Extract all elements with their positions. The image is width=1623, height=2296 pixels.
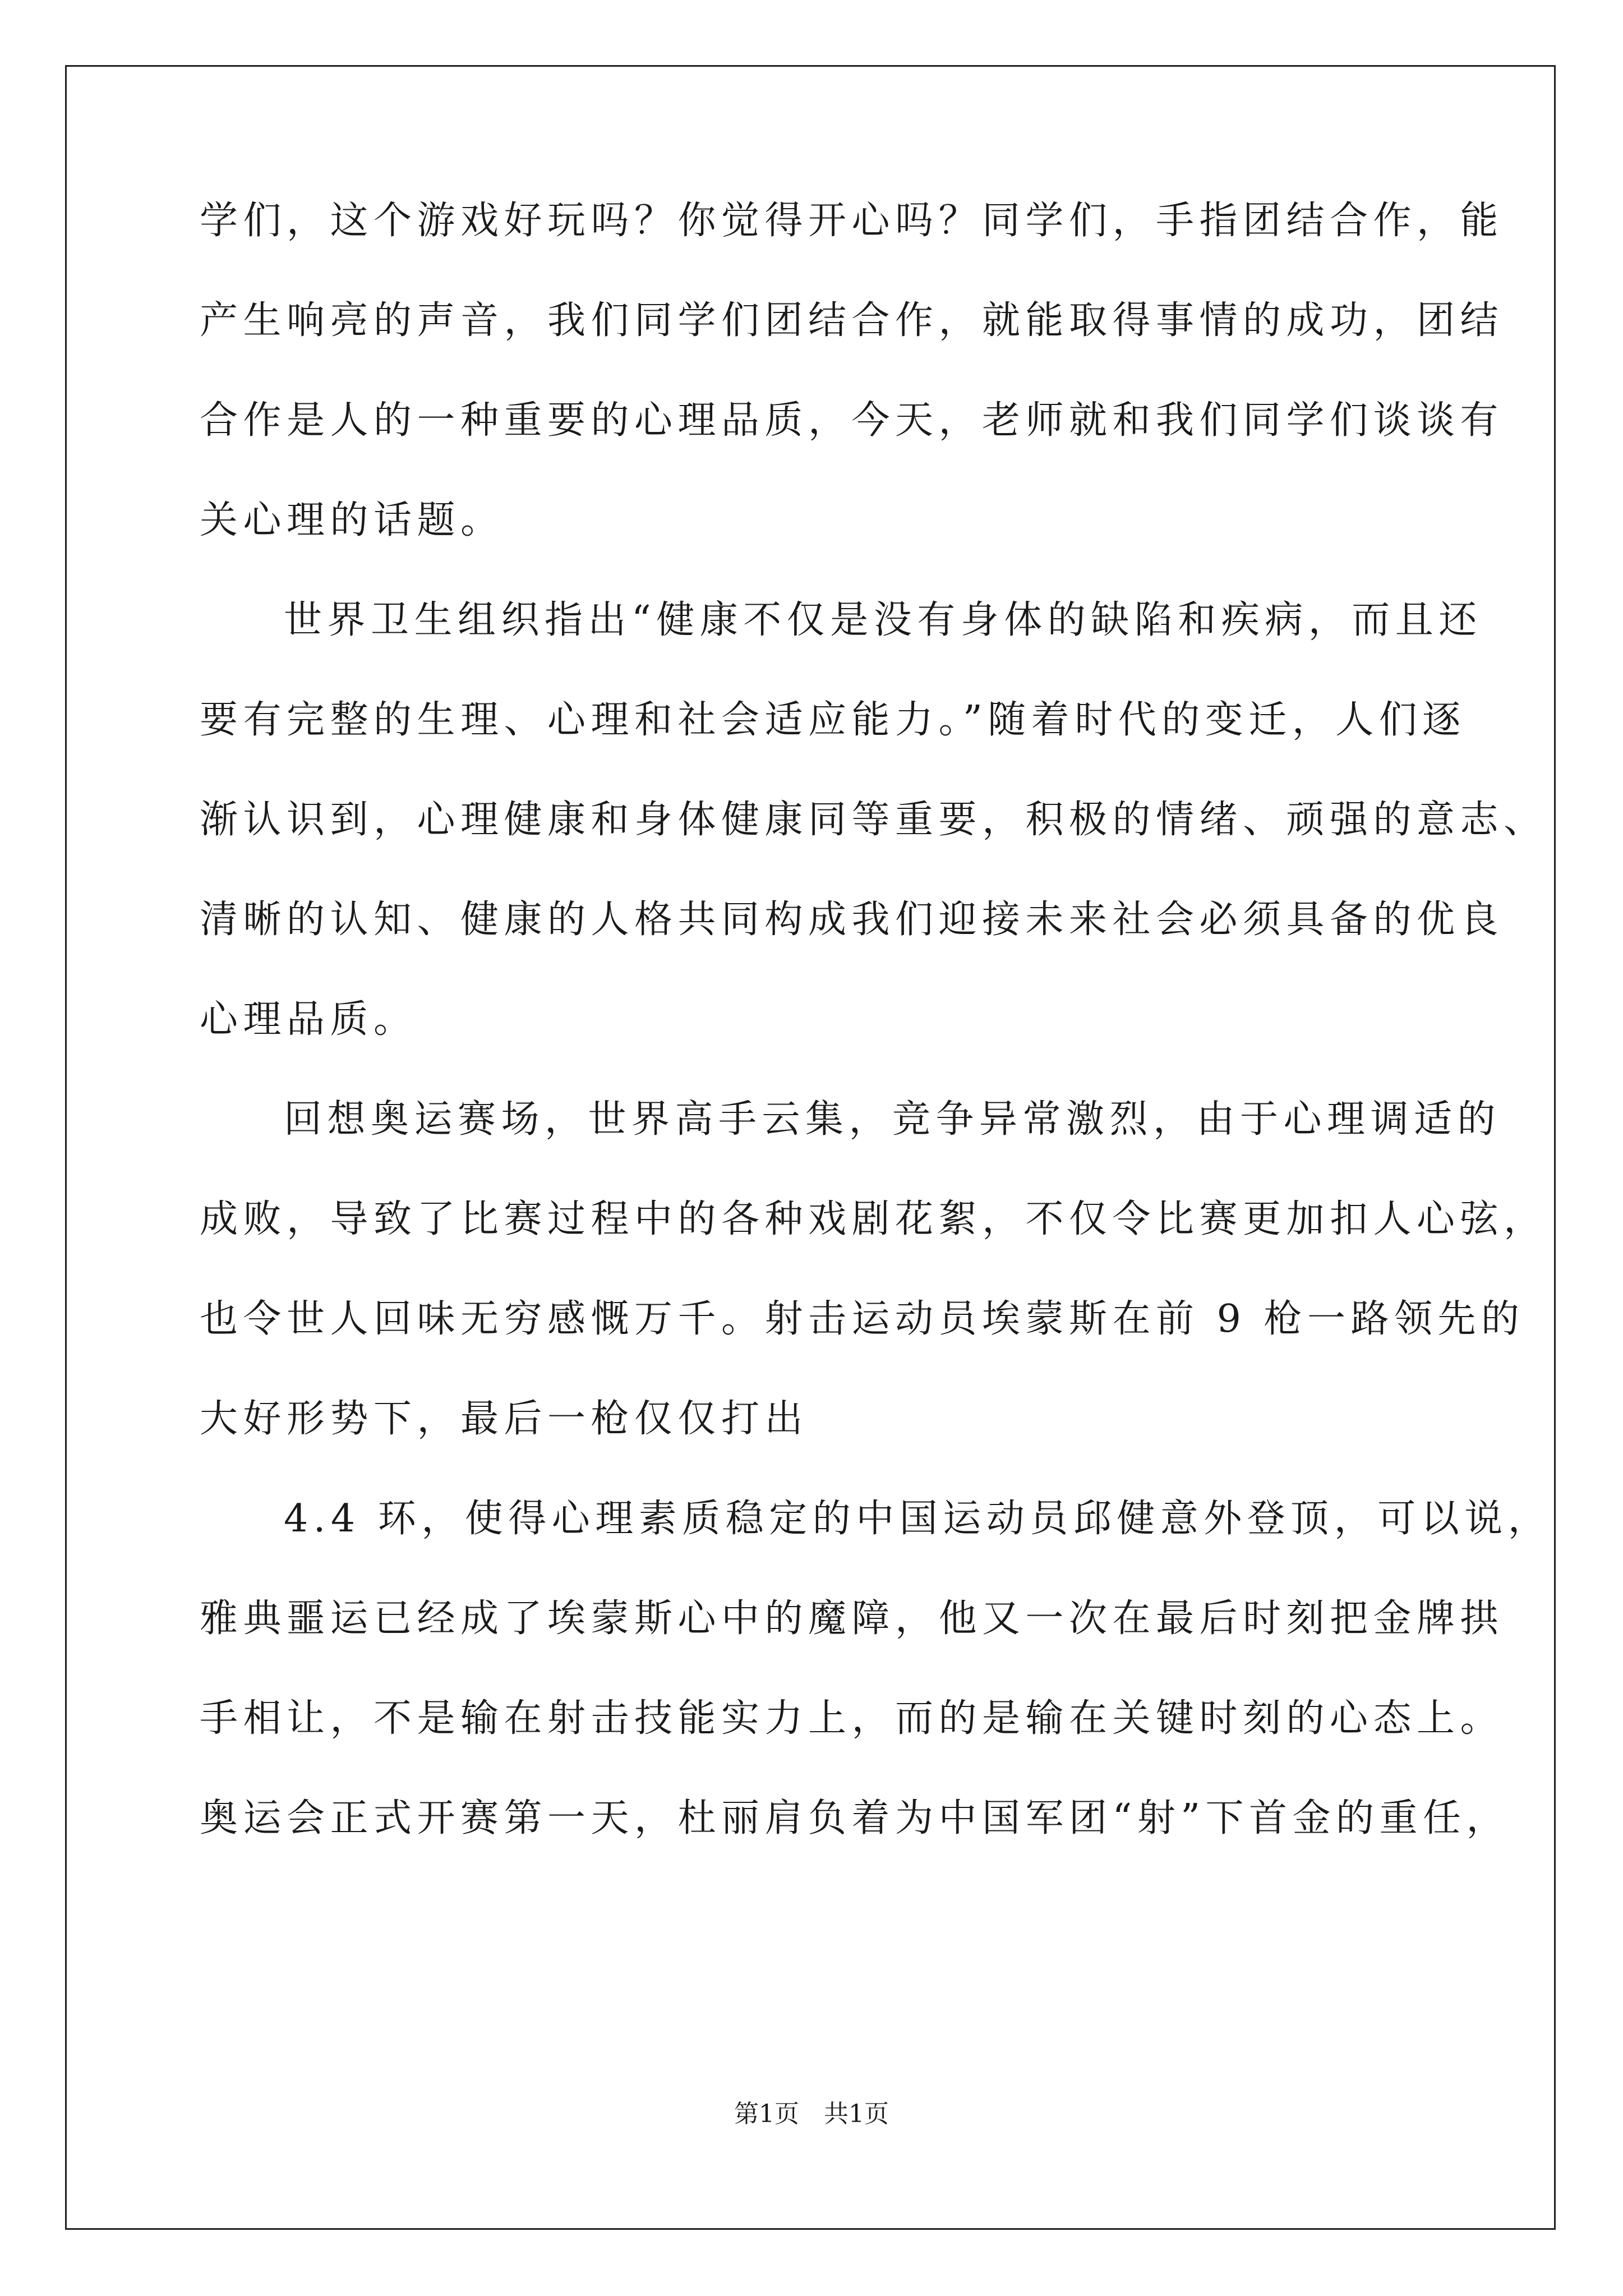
text-line: 清晰的认知、健康的人格共同构成我们迎接未来社会必须具备的优良 xyxy=(200,898,1504,942)
text-line: 要有完整的生理、心理和社会适应能力。”随着时代的变迁，人们逐 xyxy=(200,698,1466,742)
text-line: 渐认识到，心理健康和身体健康同等重要，积极的情绪、顽强的意志、 xyxy=(200,798,1547,842)
page-border xyxy=(65,65,1556,2230)
text-line: 产生响亮的声音，我们同学们团结合作，就能取得事情的成功，团结 xyxy=(200,298,1504,343)
text-line: 回想奥运赛场，世界高手云集，竞争异常激烈，由于心理调适的 xyxy=(284,1097,1501,1142)
page-total: 共1页 xyxy=(824,2100,889,2128)
text-line: 成败，导致了比赛过程中的各种戏剧花絮，不仅令比赛更加扣人心弦， xyxy=(200,1197,1547,1241)
page-number: 第1页 xyxy=(734,2100,799,2128)
text-line: 也令世人回味无穷感慨万千。射击运动员埃蒙斯在前 9 枪一路领先的 xyxy=(200,1297,1525,1341)
text-line: 4.4 环，使得心理素质稳定的中国运动员邱健意外登顶，可以说， xyxy=(284,1497,1552,1541)
text-line: 奥运会正式开赛第一天，杜丽肩负着为中国军团“射”下首金的重任， xyxy=(200,1796,1510,1841)
text-line: 世界卫生组织指出“健康不仅是没有身体的缺陷和疾病，而且还 xyxy=(284,598,1482,642)
text-line: 大好形势下，最后一枪仅仅打出 xyxy=(200,1397,809,1441)
text-line: 雅典噩运已经成了埃蒙斯心中的魔障，他又一次在最后时刻把金牌拱 xyxy=(200,1596,1504,1641)
text-line: 合作是人的一种重要的心理品质，今天，老师就和我们同学们谈谈有 xyxy=(200,398,1504,443)
page-footer xyxy=(0,2093,1623,2129)
text-line: 手相让，不是输在射击技能实力上，而的是输在关键时刻的心态上。 xyxy=(200,1696,1504,1741)
text-line: 心理品质。 xyxy=(200,997,417,1042)
text-line: 关心理的话题。 xyxy=(200,498,504,542)
text-line: 学们，这个游戏好玩吗？你觉得开心吗？同学们，手指团结合作，能 xyxy=(200,199,1504,243)
